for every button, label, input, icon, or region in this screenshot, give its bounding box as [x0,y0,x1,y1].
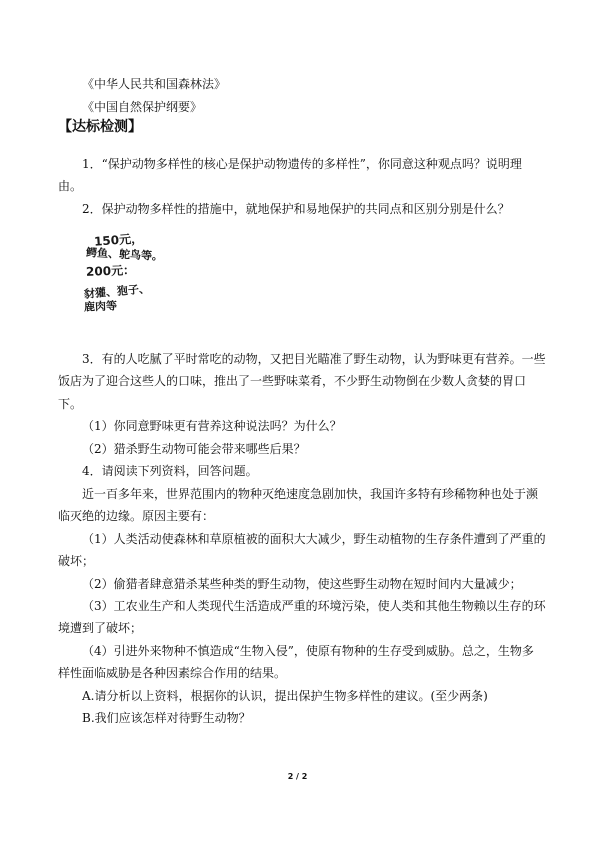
passage-line-2: 临灭绝的边缘。原因主要有： [58,509,215,523]
reason-1-line-2: 破坏； [58,554,95,568]
question-3-line-1: 3．有的人吃腻了平时常吃的动物，又把目光瞄准了野生动物，认为野味更有营养。一些 [82,352,546,366]
section-heading: 【达标检测】 [58,119,142,135]
reason-1-line-1: （1）人类活动使森林和草原植被的面积大大减少，野生动植物的生存条件遭到了严重的 [82,532,546,546]
question-3-line-3: 下。 [58,397,83,411]
reason-4-line-2: 样性面临威胁是各种因素综合作用的结果。 [58,666,287,680]
menu-price-150: 150元， [93,231,144,249]
question-2-line: 2．保护动物多样性的措施中，就地保护和易地保护的共同点和区别分别是什么？ [82,202,510,216]
reason-3-line-2: 境遭到了破坏； [58,621,143,635]
question-3-line-2: 饭店为了迎合这些人的口味，推出了一些野味菜肴，不少野生动物倒在少数人贪婪的胃口 [58,374,527,388]
question-3-sub-1: （1）你同意野味更有营养这种说法吗？为什么？ [82,419,342,433]
question-1-line-1: 1．“保护动物多样性的核心是保护动物遗传的多样性”，你同意这种观点吗？说明理 [82,157,522,171]
reason-3-line-1: （3）工农业生产和人类现代生活造成严重的环境污染，使人类和其他生物赖以生存的环 [82,599,546,613]
menu-price-200: 200元： [85,263,136,279]
question-1-line-2: 由。 [58,179,83,193]
law-nature-line: 《中国自然保护纲要》 [82,100,203,114]
reason-2-line: （2）偷猎者肆意猎杀某些种类的野生动物，使这些野生动物在短时间内大量减少； [82,577,522,591]
question-4-line: 4．请阅读下列资料，回答问题。 [82,464,258,478]
question-3-sub-2: （2）猎杀野生动物可能会带来哪些后果？ [82,442,306,456]
menu-items-2b: 鹿肉等 [83,299,118,314]
handwritten-menu-image [84,232,174,322]
menu-items-2a: 豺獾、狍子、 [83,282,151,301]
page-number: 2 / 2 [287,772,308,781]
question-b-line: B.我们应该怎样对待野生动物？ [82,711,251,725]
question-a-line: A.请分析以上资料，根据你的认识，提出保护生物多样性的建议。(至少两条) [82,689,488,703]
passage-line-1: 近一百多年来，世界范围内的物种灭绝速度急剧加快，我国许多特有珍稀物种也处于濒 [82,487,539,501]
reason-4-line-1: （4）引进外来物种不慎造成“生物入侵”，使原有物种的生存受到威胁。总之，生物多 [82,644,534,658]
law-forest-line: 《中华人民共和国森林法》 [82,77,227,91]
menu-items-1: 鳄鱼、鸵鸟等。 [85,245,164,264]
